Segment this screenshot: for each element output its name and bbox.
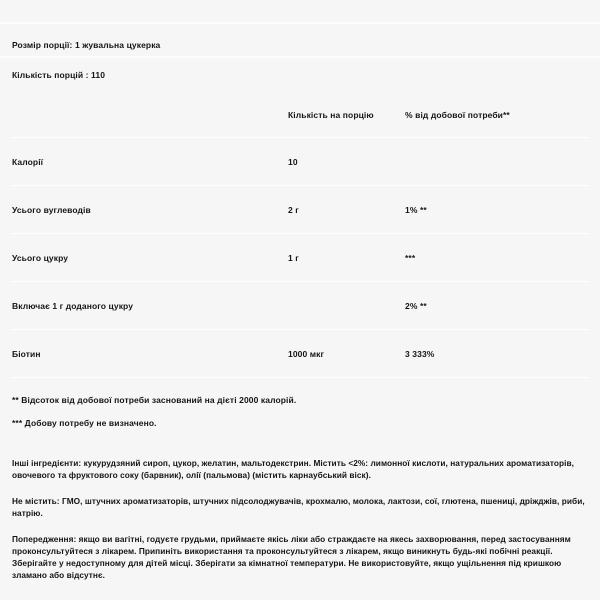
nutrient-daily-value: 3 333%: [405, 348, 435, 359]
nutrient-daily-value: 1% **: [405, 204, 427, 215]
nutrient-name: Калорії: [12, 156, 44, 167]
nutrient-amount: [288, 282, 405, 330]
nutrient-daily-value: [405, 138, 588, 186]
other-ingredients-paragraph: Інші інгредієнти: кукурудзяний сироп, цукор, желатин, мальтодекстрин. Містить <2%: лимонної кислоти, натуральних ароматизаторів, овочевого та фруктового соку (барвник), олії (пальмова) (містить карнаубський віск).: [12, 457, 574, 480]
column-header-nutrient: [12, 92, 288, 138]
table-body: [12, 138, 588, 378]
column-header-daily-value: % від добової потреби**: [405, 109, 510, 120]
top-spacer: [12, 0, 588, 22]
label-paragraphs: [12, 442, 588, 581]
nutrition-facts-table: [12, 92, 588, 378]
table-row: [12, 186, 588, 234]
nutrient-name: Усього цукру: [12, 252, 69, 263]
nutrient-amount: 10: [288, 156, 298, 167]
table-header-row: [12, 92, 588, 138]
footnotes: [12, 378, 588, 429]
nutrient-daily-value: ***: [405, 252, 416, 263]
nutrient-daily-value: 2% **: [405, 300, 427, 311]
nutrient-name: Біотин: [12, 348, 41, 359]
table-row: [12, 330, 588, 378]
nutrient-amount: 2 г: [288, 204, 299, 215]
servings-per-container-line: Кількість порцій : 110: [12, 69, 106, 80]
table-row: [12, 234, 588, 282]
nutrient-amount: 1 г: [288, 252, 299, 263]
nutrient-name: Усього вуглеводів: [12, 204, 91, 215]
table-row: [12, 282, 588, 330]
table-header: [12, 92, 588, 138]
column-header-amount-per-serving: Кількість на порцію: [288, 109, 374, 120]
nutrient-amount: 1000 мкг: [288, 348, 325, 359]
footnote-daily-value-basis: ** Відсоток від добової потреби заснований на дієті 2000 калорій.: [12, 395, 297, 405]
free-from-paragraph: Не містить: ГМО, штучних ароматизаторів, штучних підсолоджувачів, крохмалю, молока, лактози, сої, глютена, пшениці, дріжджів, риби, натрію.: [12, 495, 585, 518]
warning-paragraph: Попередження: якщо ви вагітні, годуєте грудьми, приймаєте якісь ліки або страждаєте на якесь захворювання, перед застосуванням проконсультуйтеся з лікарем. Припиніть використання та проконсультуйтеся з лікарем, якщо виникнуть будь-які побічні реакції. Зберігайте у недоступному для дітей місці. Зберігати за кімнатної температури. Не використовуйте, якщо ущільнення під кришкою зламано або відсутнє.: [12, 533, 571, 580]
serving-size-line: Розмір порції: 1 жувальна цукерка: [12, 39, 161, 50]
footnote-no-dv-established: *** Добову потребу не визначено.: [12, 417, 157, 428]
nutrient-name: Включає 1 г доданого цукру: [12, 300, 134, 311]
table-row: [12, 138, 588, 186]
